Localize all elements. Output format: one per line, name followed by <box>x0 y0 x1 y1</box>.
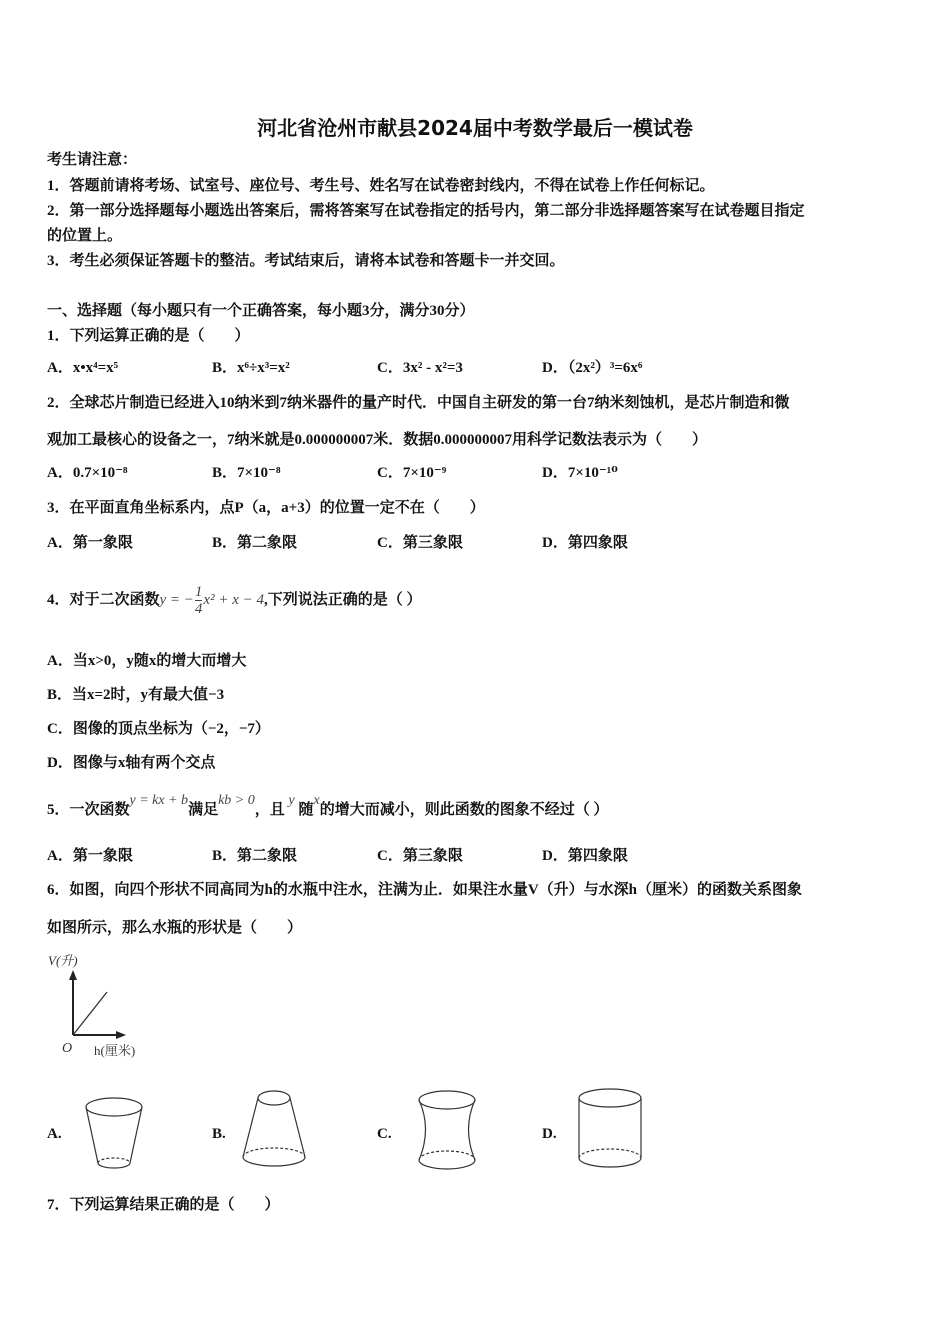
q4-suffix: ,下列说法正确的是（ ） <box>263 592 422 608</box>
notice-item: 1．答题前请将考场、试室号、座位号、考生号、姓名写在试卷密封线内，不得在试卷上作任何标记。 <box>47 178 715 194</box>
q5-text: 随 <box>298 802 314 818</box>
y-axis-arrow <box>69 970 77 980</box>
formula-kb: kb > 0 <box>218 793 255 808</box>
bottle-d-image <box>565 1084 665 1176</box>
bottle-a-image <box>78 1092 153 1172</box>
option-c: C．7×10⁻⁹ <box>377 465 447 481</box>
option-c: C．图像的顶点坐标为（−2，−7） <box>47 721 270 737</box>
option-a: A．x•x⁴=x⁵ <box>47 360 119 376</box>
question-7: 7．下列运算结果正确的是（ ） <box>47 1197 280 1213</box>
option-a: A．当x>0，y随x的增大而增大 <box>47 653 247 669</box>
formula-right: x² + x − 4 <box>203 592 264 608</box>
formula-linear: y = kx + b <box>129 793 189 808</box>
graph-line <box>73 992 107 1035</box>
option-c: C. <box>377 1126 392 1142</box>
option-b: B. <box>212 1126 226 1142</box>
option-d: D. <box>542 1126 557 1142</box>
v-h-graph <box>44 950 154 1062</box>
question-3: 3．在平面直角坐标系内，点P（a，a+3）的位置一定不在（ ） <box>47 500 485 516</box>
question-1: 1．下列运算正确的是（ ） <box>47 328 250 344</box>
origin-label: O <box>62 1041 73 1056</box>
x-axis-label: h(厘米) <box>94 1043 136 1058</box>
option-b: B．当x=2时，y有最大值−3 <box>47 687 225 703</box>
option-d: D．图像与x轴有两个交点 <box>47 755 216 771</box>
option-c: C．第三象限 <box>377 535 463 551</box>
x-axis-arrow <box>116 1031 126 1039</box>
q5-text: 的增大而减小，则此函数的图象不经过（ ） <box>319 802 609 818</box>
notice-item: 2．第一部分选择题每小题选出答案后，需将答案写在试卷指定的括号内，第二部分非选择题答案写在试卷题目指定 <box>47 203 805 219</box>
option-d: D．第四象限 <box>542 535 628 551</box>
option-b: B．7×10⁻⁸ <box>212 465 281 481</box>
bottle-c-image <box>390 1084 500 1176</box>
bottle-b-image <box>212 1084 322 1176</box>
fraction-denominator: 4 <box>194 601 203 618</box>
fraction-numerator: 1 <box>194 584 203 601</box>
formula-left: y = − <box>159 592 194 608</box>
q4-prefix: 4．对于二次函数 <box>47 592 160 608</box>
option-d: D．7×10⁻¹⁰ <box>542 465 618 481</box>
option-c: C．3x² - x²=3 <box>377 360 463 376</box>
notice-heading: 考生请注意： <box>47 152 138 168</box>
page-title: 河北省沧州市献县2024届中考数学最后一模试卷 <box>257 116 693 140</box>
q5-text: 5．一次函数 <box>47 802 130 818</box>
option-b: B．第二象限 <box>212 535 298 551</box>
option-b: B．x⁶÷x³=x² <box>212 360 290 376</box>
option-b: B．第二象限 <box>212 848 298 864</box>
option-d: D．第四象限 <box>542 848 628 864</box>
q5-text: 满足 <box>188 802 219 818</box>
notice-item: 3．考生必须保证答题卡的整洁。考试结束后，请将本试卷和答题卡一并交回。 <box>47 253 565 269</box>
question-2: 2．全球芯片制造已经进入10纳米到7纳米器件的量产时代．中国自主研发的第一台7纳米刻蚀机，是芯片制造和微 <box>47 395 790 411</box>
section-heading: 一、选择题（每小题只有一个正确答案，每小题3分，满分30分） <box>47 303 475 319</box>
formula-fraction <box>195 584 203 617</box>
notice-item: 的位置上。 <box>47 228 123 244</box>
option-a: A．0.7×10⁻⁸ <box>47 465 128 481</box>
question-2-cont: 观加工最核心的设备之一，7纳米就是0.000000007米．数据0.000000007用科学记数法表示为（ ） <box>47 432 708 448</box>
y-axis-label: V(升) <box>48 953 78 968</box>
q5-text: ，且 <box>254 802 285 818</box>
option-a: A. <box>47 1126 62 1142</box>
question-5 <box>47 793 609 821</box>
option-d: D．（2x²）³=6x⁶ <box>542 360 643 376</box>
option-c: C．第三象限 <box>377 848 463 864</box>
option-a: A．第一象限 <box>47 535 133 551</box>
question-6: 6．如图，向四个形状不同高同为h的水瓶中注水，注满为止．如果注水量V（升）与水深h（厘米）的函数关系图象 <box>47 882 803 898</box>
var-x: x <box>313 793 320 808</box>
question-6-cont: 如图所示，那么水瓶的形状是（ ） <box>47 920 303 936</box>
question-4 <box>47 575 422 625</box>
var-y: y <box>288 793 295 808</box>
option-a: A．第一象限 <box>47 848 133 864</box>
